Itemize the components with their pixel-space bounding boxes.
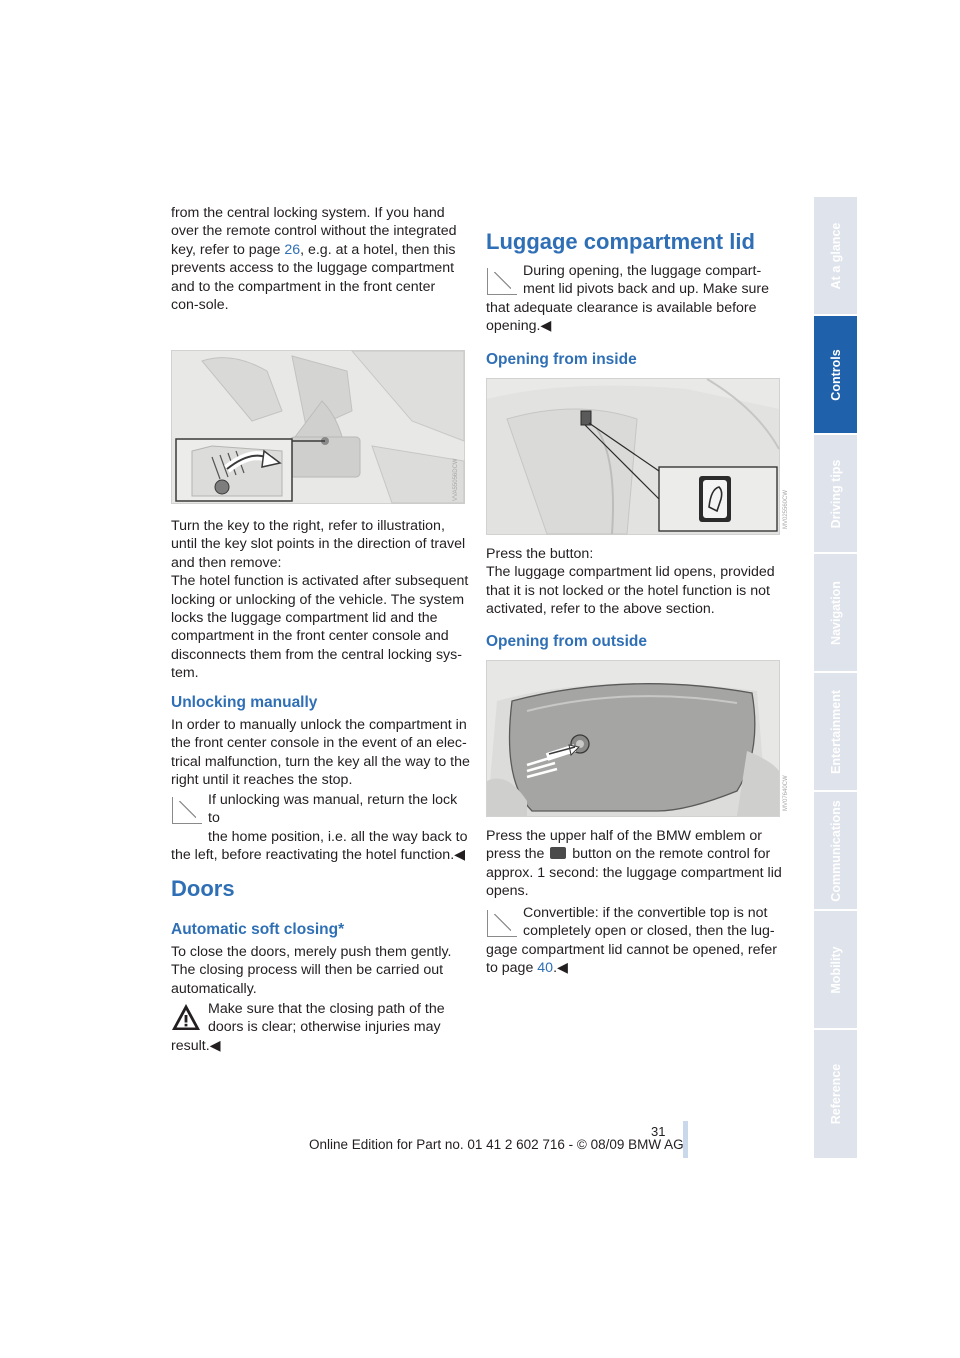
chapter-sidebar (814, 197, 857, 1160)
luggage-note: During opening, the luggage compart- ment lid pivots back and up. Make sure that adequate clearance is available before opening.◀ (486, 263, 770, 335)
doors-heading: Doors (171, 876, 235, 901)
figure-code: MV07640CW (783, 775, 789, 811)
inside-button-illustration (486, 378, 789, 535)
unlock-note: If unlocking was manual, return the lock to the home position, i.e. all the way back to the left, before reactivating the hotel function.◀ (171, 792, 468, 864)
figure-code: VVA55056DCW (453, 458, 459, 501)
figure-code: MV025560CW (783, 489, 789, 529)
soft-closing-paragraph: To close the doors, merely push them gently. The closing process will then be carried out automatically. (171, 944, 452, 997)
intro-paragraph: from the central locking system. If you hand over the remote control without the integrated key, refer to page 26, e.g. at a hotel, then this prevents access to the luggage compartment and to the compartment in the front center con-sole. (171, 205, 457, 314)
tab-reference[interactable]: Reference (814, 1030, 857, 1160)
hotel-function-illustration (171, 350, 465, 504)
opening-from-outside-heading: Opening from outside (486, 633, 648, 650)
tab-controls[interactable]: Controls (814, 316, 857, 435)
trunk-remote-button-icon (550, 847, 566, 859)
unlocking-paragraph: In order to manually unlock the compartment in the front center console in the event of an elec- trical malfunction, turn the key all the way to the right until it reaches the stop. (171, 717, 470, 789)
automatic-soft-closing-heading: Automatic soft closing* (171, 921, 345, 938)
tab-navigation[interactable]: Navigation (814, 554, 857, 673)
opening-from-inside-heading: Opening from inside (486, 351, 637, 368)
console-key-drawing (172, 351, 464, 503)
door-button-drawing (487, 379, 779, 534)
edition-footer: Online Edition for Part no. 01 41 2 602 716 - © 08/09 BMW AG (309, 1137, 684, 1152)
footer-accent-bar (683, 1121, 688, 1158)
page-26-link[interactable]: 26 (284, 241, 301, 258)
turn-key-paragraph: Turn the key to the right, refer to illustration, until the key slot points in the direction of travel and then remove: The hotel function is activated after subsequent locking or unlocking of the vehicle. The system locks the luggage compartment lid and the compartment in the front center console and disconnects them from the central locking sys- tem. (171, 518, 469, 682)
tab-at-a-glance[interactable]: At a glance (814, 197, 857, 316)
unlocking-manually-heading: Unlocking manually (171, 694, 318, 711)
trunk-lid-drawing (487, 661, 779, 816)
tab-mobility[interactable]: Mobility (814, 911, 857, 1030)
doors-warning: Make sure that the closing path of the doors is clear; otherwise injuries may result.◀ (171, 1001, 445, 1054)
page-40-link[interactable]: 40 (537, 960, 554, 977)
tab-communications[interactable]: Communications (814, 792, 857, 911)
luggage-compartment-heading: Luggage compartment lid (486, 229, 755, 254)
tab-driving-tips[interactable]: Driving tips (814, 435, 857, 554)
inside-paragraph: Press the button: The luggage compartment lid opens, provided that it is not locked or the hotel function is not activated, refer to the above section. (486, 546, 775, 618)
outside-paragraph: Press the upper half of the BMW emblem or press the button on the remote control for approx. 1 second: the luggage compartment lid opens. (486, 828, 782, 900)
outside-emblem-illustration (486, 660, 789, 817)
tab-entertainment[interactable]: Entertainment (814, 673, 857, 792)
convertible-note: Convertible: if the convertible top is not completely open or closed, then the lug- gage compartment lid cannot be opened, refer to page 40.◀ (486, 905, 778, 977)
page-number: 31 (651, 1124, 666, 1139)
